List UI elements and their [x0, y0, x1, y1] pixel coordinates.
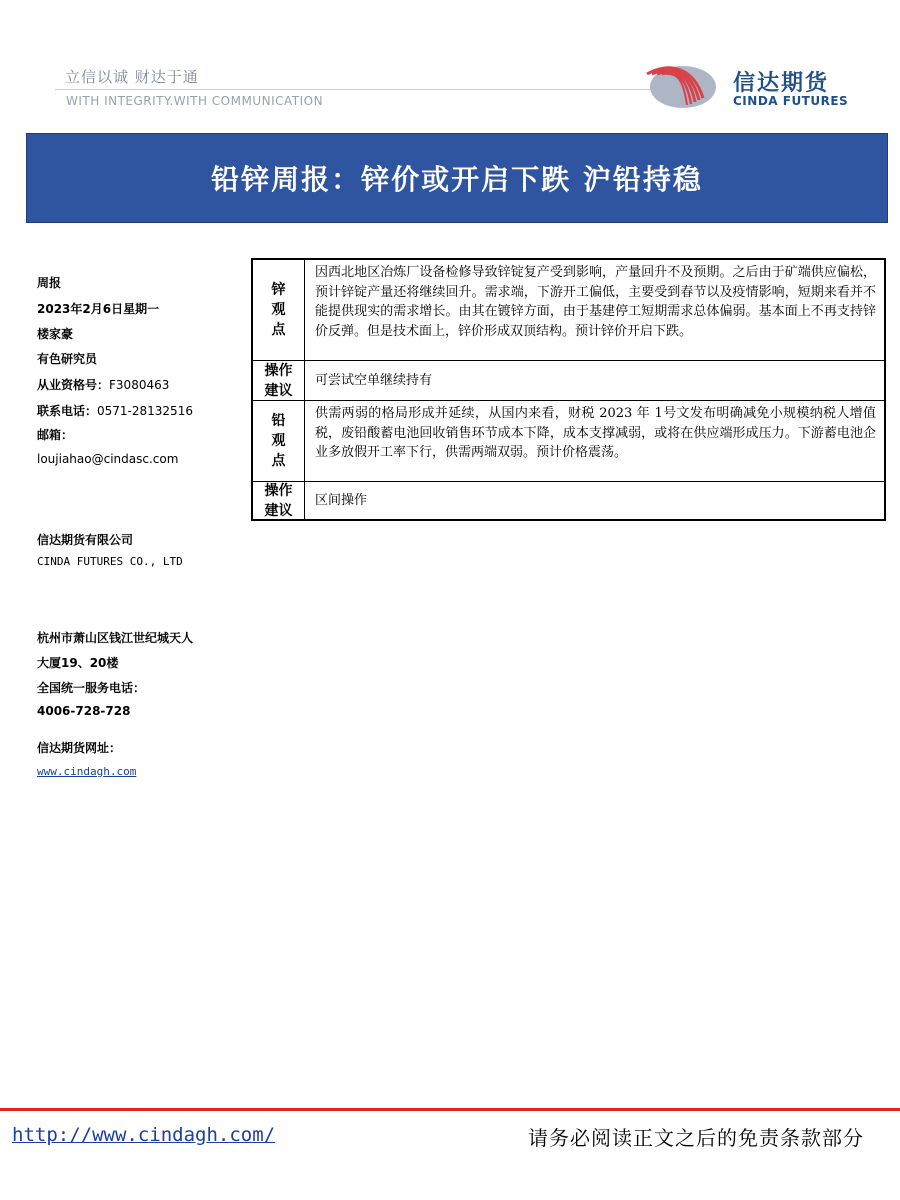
label-char: 点 [271, 453, 286, 469]
label-text: 建议 [264, 502, 293, 519]
lead-advice-label [253, 482, 305, 519]
brand-name-english: CINDA FUTURES [733, 94, 849, 108]
zinc-view-text: 因西北地区冶炼厂设备检修导致锌锭复产受到影响，产量回升不及预期。之后由于矿端供应偏松，预计锌锭产量还将继续回升。需求端，下游开工偏低，主要受到春节以及疫情影响，短期来看并不能提供现实的需求增长。由其在镀锌方面，由于基建停工短期需求总体偏弱。基本面上不再支持锌价反弹。但是技术面上，锌价形成双顶结构。预计锌价开启下跌。 [315, 265, 876, 339]
viewpoint-table [251, 258, 886, 521]
zinc-advice-label [253, 361, 305, 400]
label-text: 建议 [264, 382, 293, 399]
address-line-2: 大厦19、20楼 [37, 656, 119, 670]
phone-label: 联系电话： [37, 404, 98, 418]
report-type: 周报 [37, 276, 62, 290]
email-label: 邮箱： [37, 428, 74, 442]
website-label: 信达期货网址： [37, 741, 122, 755]
label-char: 铅 [271, 413, 286, 429]
address-line-1: 杭州市萧山区钱江世纪城天人 [37, 631, 194, 645]
slogan-english: WITH INTEGRITY.WITH COMMUNICATION [66, 94, 324, 108]
title-banner [26, 133, 888, 223]
footer-divider [0, 1108, 900, 1111]
zinc-advice-row [253, 361, 884, 401]
phone-line [37, 402, 193, 419]
hotline-number: 4006-728-728 [37, 704, 131, 718]
email-address[interactable]: loujiahao@cindasc.com [37, 452, 179, 466]
cinda-logo-icon [643, 60, 718, 110]
label-char: 锌 [271, 282, 286, 298]
license-number: F3080463 [109, 378, 170, 392]
lead-view-text: 供需两弱的格局形成并延续，从国内来看，财税 2023 年 1号文发布明确减免小规模纳税人增值税，废铅酸蓄电池回收销售环节成本下降，成本支撑减弱，或将在供应端形成压力。下游蓄电池企业多放假开工率下行，供需两端双弱。预计价格震荡。 [315, 406, 876, 460]
zinc-view-label [253, 260, 305, 360]
lead-view-label [253, 401, 305, 481]
author-name: 楼家豪 [37, 327, 74, 341]
footer-website-link[interactable]: http://www.cindagh.com/ [12, 1124, 276, 1146]
brand-name-chinese: 信达期货 [733, 71, 830, 96]
label-text: 操作 [264, 482, 293, 499]
label-text: 操作 [264, 362, 293, 379]
lead-view-row [253, 401, 884, 482]
label-char: 观 [271, 302, 286, 318]
company-name-english: CINDA FUTURES CO., LTD [37, 555, 183, 568]
website-link[interactable]: www.cindagh.com [37, 765, 137, 778]
slogan-chinese: 立信以诚 财达于通 [65, 68, 199, 86]
license-label: 从业资格号： [37, 378, 110, 392]
author-title: 有色研究员 [37, 352, 98, 366]
report-date: 2023年2月6日星期一 [37, 302, 160, 316]
zinc-advice-text: 可尝试空单继续持有 [315, 372, 433, 388]
lead-advice-text: 区间操作 [315, 492, 368, 508]
phone-number: 0571-28132516 [97, 404, 193, 418]
license-line [37, 376, 169, 393]
lead-advice-row [253, 482, 884, 519]
zinc-view-row [253, 260, 884, 361]
header-divider [55, 89, 660, 90]
hotline-label: 全国统一服务电话： [37, 681, 146, 695]
disclaimer-note: 请务必阅读正文之后的免责条款部分 [528, 1126, 864, 1150]
company-name-chinese: 信达期货有限公司 [37, 533, 134, 547]
label-char: 观 [271, 433, 286, 449]
label-char: 点 [271, 322, 286, 338]
report-title: 铅锌周报：锌价或开启下跌 沪铅持稳 [211, 163, 703, 196]
